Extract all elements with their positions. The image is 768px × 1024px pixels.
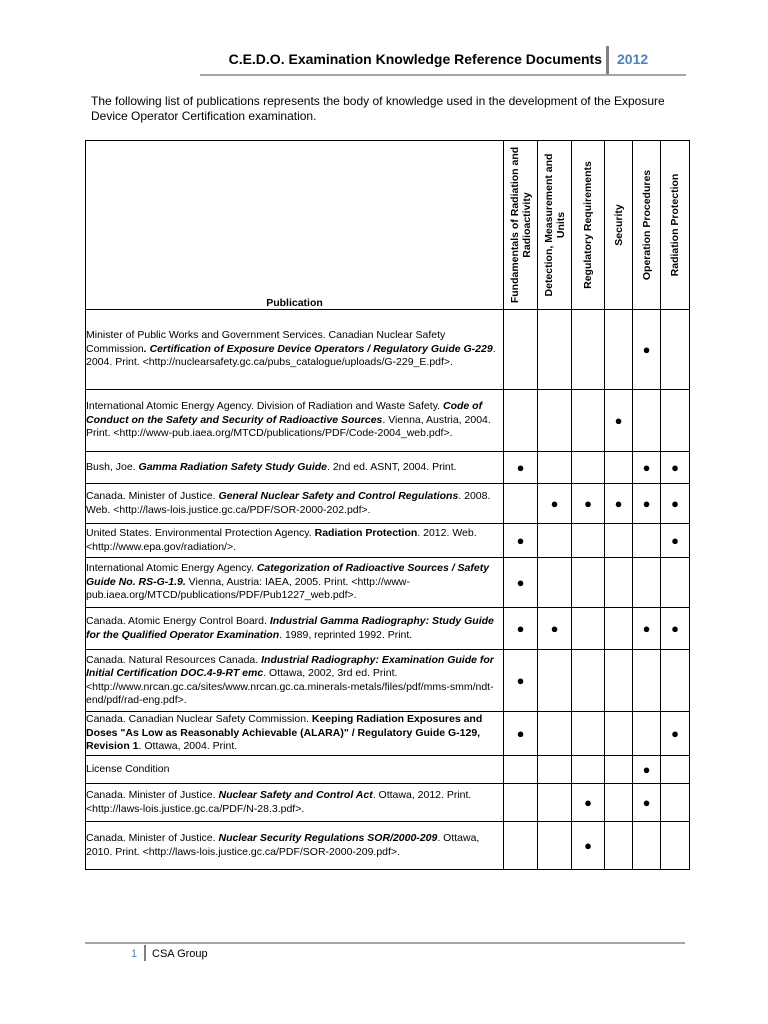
bullet-mark: ● [671,533,679,548]
citation-text: Canada. Minister of Justice. [86,490,219,502]
category-cell [572,822,605,870]
bullet-mark: ● [671,621,679,636]
category-cell [572,784,605,822]
category-cell [633,452,661,484]
category-cell [661,558,690,608]
citation-text: Bush, Joe. [86,460,139,473]
publication-column-header: Publication [86,141,504,310]
footer-divider [144,945,146,961]
category-cell [504,390,538,452]
bullet-mark: ● [550,621,559,636]
category-cell [538,650,572,712]
bullet-mark: ● [614,496,623,511]
citation-text: Gamma Radiation Safety Study Guide [138,460,327,473]
bullet-mark: ● [584,838,592,853]
table-row [86,756,690,784]
citation-text: International Atomic Energy Agency. [86,562,257,575]
category-label: Regulatory Requirements [582,161,594,289]
bullet-mark: ● [671,726,679,741]
citation-text: License Condition [86,762,170,775]
category-cell [661,310,690,390]
category-cell [572,712,605,756]
category-cell [538,484,572,524]
category-header [538,141,572,310]
citation-text: Code of Conduct on the Safety and Security of Radioactive Sources [86,400,483,426]
category-cell [572,452,605,484]
category-cell [538,558,572,608]
category-cell [504,822,538,870]
category-header [633,141,661,310]
category-cell [572,756,605,784]
category-cell [661,822,690,870]
category-cell [633,784,661,822]
bullet-mark: ● [584,795,592,810]
publication-citation [86,650,504,712]
publication-citation [86,452,504,484]
category-cell [633,390,661,452]
citation-text: Radiation Protection [314,527,418,539]
category-cell [633,558,661,608]
bullet-mark: ● [516,621,525,636]
category-cell [605,756,633,784]
header-divider [606,46,609,74]
bullet-mark: ● [642,762,651,777]
header-rule [200,74,686,76]
publication-citation [86,558,504,608]
category-cell [661,608,690,650]
intro-paragraph: The following list of publications represents the body of knowledge used in the development of the Exposure Device Operator Certification examination. [91,94,665,123]
citation-text: Nuclear Safety and Control Act [218,789,373,801]
category-header [572,141,605,310]
category-label: Operation Procedures [640,169,653,281]
category-cell [605,310,633,390]
category-cell [504,558,538,608]
table-row [86,784,690,822]
bullet-mark: ● [584,496,592,511]
citation-text: . 2012. Web. <http://www.epa.gov/radiation/>. [86,527,477,553]
category-cell [633,310,661,390]
category-cell [504,452,538,484]
citation-text: Nuclear Security Regulations SOR/2000-209 [218,832,438,844]
category-cell [633,650,661,712]
category-cell [504,310,538,390]
category-header [605,141,633,310]
publication-citation [86,484,504,524]
citation-text: . 2008. Web. <http://laws-lois.justice.gc.ca/PDF/SOR-2000-202.pdf>. [86,490,491,516]
category-cell [661,756,690,784]
citation-text: . Ottawa, 2010. Print. <http://laws-lois.justice.gc.ca/PDF/SOR-2000-209.pdf>. [86,832,480,858]
publication-citation [86,784,504,822]
category-cell [633,822,661,870]
category-cell [633,712,661,756]
category-cell [605,822,633,870]
category-cell [605,452,633,484]
bullet-mark: ● [516,726,525,741]
category-cell [605,524,633,558]
bullet-mark: ● [614,413,623,428]
footer-rule [85,942,685,944]
citation-text: Canada. Canadian Nuclear Safety Commission. [86,713,312,726]
category-cell [504,608,538,650]
publication-citation [86,756,504,784]
page-header [0,46,768,80]
category-cell [605,484,633,524]
citation-text: . Ottawa, 2004. Print. [138,740,238,753]
page-number: 1 [131,948,138,960]
citation-text: . 1989, reprinted 1992. Print. [279,628,413,641]
table-row [86,390,690,452]
category-cell [538,452,572,484]
bullet-mark: ● [516,533,525,548]
category-cell [538,608,572,650]
category-cell [504,756,538,784]
citation-text: Keeping Radiation Exposures and Doses "As Low as Reasonably Achievable (ALARA)" / Regulatory Guide G-129, Revision 1 [86,713,483,753]
category-cell [538,712,572,756]
category-cell [661,784,690,822]
category-cell [661,650,690,712]
citation-text: . Ottawa, 2012. Print. <http://laws-lois.justice.gc.ca/PDF/N-28.3.pdf>. [86,789,472,815]
citation-text: . 2004. Print. <http://nuclearsafety.gc.ca/pubs_catalogue/uploads/G-229_E.pdf>. [86,342,496,369]
citation-text: Industrial Radiography: Examination Guide for Initial Certification DOC.4-9-RT emc [86,653,494,679]
category-cell [538,390,572,452]
category-cell [605,650,633,712]
category-cell [538,310,572,390]
publication-citation [86,310,504,390]
category-cell [504,784,538,822]
category-cell [661,452,690,484]
citation-text: . Vienna, Austria, 2004. Print. <http://www-pub.iaea.org/MTCD/publications/PDF/Code-2004_web.pdf>. [86,413,491,440]
category-cell [572,310,605,390]
category-cell [633,484,661,524]
category-cell [538,756,572,784]
category-label: Detection, Measurement and Units [542,153,567,297]
bullet-mark: ● [671,496,679,511]
category-cell [504,484,538,524]
citation-text: United States. Environmental Protection Agency. [86,527,315,539]
bullet-mark: ● [642,795,651,810]
publication-citation [86,390,504,452]
footer-organization: CSA Group [152,948,208,960]
table-row [86,452,690,484]
category-label: Fundamentals of Radiation and Radioactivity [508,146,533,304]
citation-text: . Certification of Exposure Device Operators / Regulatory Guide G-229 [143,342,493,355]
category-cell [633,608,661,650]
reference-table [85,140,690,870]
category-cell [605,784,633,822]
bullet-mark: ● [642,621,651,636]
bullet-mark: ● [671,460,679,475]
citation-text: International Atomic Energy Agency. Division of Radiation and Waste Safety. [86,400,443,413]
category-cell [572,558,605,608]
citation-text: . 2nd ed. ASNT, 2004. Print. [327,460,457,473]
table-row [86,712,690,756]
citation-text: Canada. Minister of Justice. [86,789,219,801]
citation-text: Industrial Gamma Radiography: Study Guide for the Qualified Operator Examination [86,615,494,641]
table-row [86,558,690,608]
bullet-mark: ● [516,575,525,590]
citation-text: Canada. Minister of Justice. [86,832,219,844]
table-row [86,650,690,712]
table-row [86,310,690,390]
category-cell [661,712,690,756]
citation-text: Canada. Atomic Energy Control Board. [86,615,270,627]
bullet-mark: ● [516,673,525,688]
category-cell [661,390,690,452]
document-title: C.E.D.O. Examination Knowledge Reference Documents [228,51,602,67]
category-cell [504,524,538,558]
category-cell [572,484,605,524]
category-cell [605,390,633,452]
category-cell [572,650,605,712]
category-cell [633,524,661,558]
publication-citation [86,712,504,756]
citation-text: Categorization of Radioactive Sources / Safety Guide No. RS-G-1.9. [86,562,490,588]
category-header [661,141,690,310]
category-cell [572,524,605,558]
category-cell [538,784,572,822]
table-body [86,310,690,870]
table-row [86,608,690,650]
category-cell [605,608,633,650]
category-cell [661,524,690,558]
publication-citation [86,822,504,870]
category-cell [605,712,633,756]
category-cell [572,608,605,650]
table-row [86,822,690,870]
category-cell [538,524,572,558]
bullet-mark: ● [642,460,651,475]
publication-citation [86,524,504,558]
category-cell [661,484,690,524]
category-label: Radiation Protection [669,173,681,277]
bullet-mark: ● [550,496,559,511]
bullet-mark: ● [516,460,525,475]
category-cell [504,650,538,712]
citation-text: Vienna, Austria: IAEA, 2005. Print. <http://www-pub.iaea.org/MTCD/publications/PDF/Pub1227_web.pdf>. [86,575,410,602]
category-cell [605,558,633,608]
category-cell [572,390,605,452]
table-row [86,484,690,524]
category-cell [633,756,661,784]
publication-citation [86,608,504,650]
category-label: Security [612,204,625,246]
citation-text: Canada. Natural Resources Canada. [86,653,262,666]
citation-text: . Ottawa, 2002, 3rd ed. Print. <http://www.nrcan.gc.ca/sites/www.nrcan.gc.ca.minerals-metals/files/pdf/mms-smm/ndt-end/pdf/rad-eng.pdf>. [86,667,494,706]
category-cell [504,712,538,756]
category-header [504,141,538,310]
bullet-mark: ● [642,496,651,511]
citation-text: General Nuclear Safety and Control Regulations [218,490,459,502]
document-year: 2012 [617,51,649,67]
table-header-row [86,141,690,310]
table-row [86,524,690,558]
bullet-mark: ● [642,342,651,357]
citation-text: Minister of Public Works and Government Services. Canadian Nuclear Safety Commission [86,329,446,355]
category-cell [538,822,572,870]
